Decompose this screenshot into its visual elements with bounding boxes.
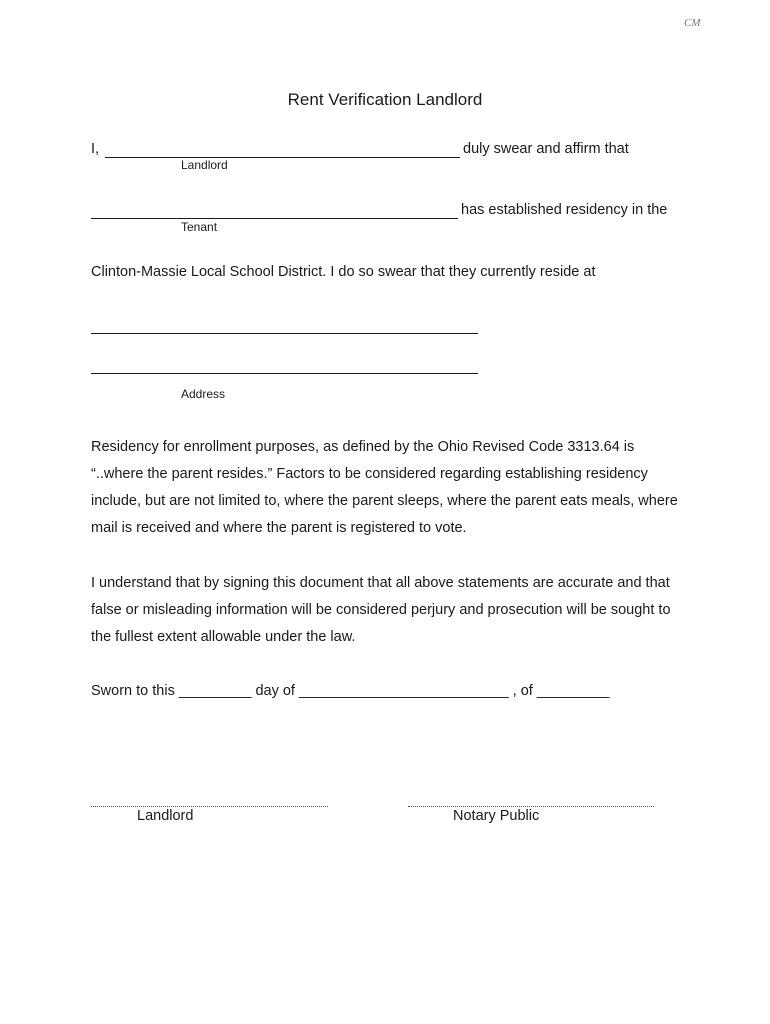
understanding-line: I understand that by signing this document that all above statements are accurate and that [91, 575, 670, 591]
sworn-date-line[interactable]: Sworn to this _________ day of __________________________ , of _________ [91, 683, 610, 699]
understanding-line: the fullest extent allowable under the law. [91, 629, 356, 645]
tenant-name-blank[interactable] [91, 218, 458, 219]
residency-line: mail is received and where the parent is registered to vote. [91, 520, 467, 536]
landlord-signature-label: Landlord [137, 808, 194, 824]
landlord-signature-line[interactable] [91, 806, 328, 807]
notary-signature-label: Notary Public [453, 808, 540, 824]
residency-line: Residency for enrollment purposes, as defined by the Ohio Revised Code 3313.64 is [91, 439, 635, 455]
district-sentence: Clinton-Massie Local School District. I do so swear that they currently reside at [91, 264, 596, 280]
understanding-paragraph [91, 570, 691, 651]
address-line-2-blank[interactable] [91, 373, 478, 374]
landlord-field-label: Landlord [181, 158, 228, 172]
address-field-label: Address [181, 387, 226, 401]
document-title: Rent Verification Landlord [287, 90, 483, 109]
understanding-line: false or misleading information will be considered perjury and prosecution will be sought to [91, 602, 671, 618]
tenant-field-label: Tenant [181, 220, 218, 234]
residency-line: include, but are not limited to, where the parent sleeps, where the parent eats meals, where [91, 493, 678, 509]
residency-line: “..where the parent resides.” Factors to be considered regarding establishing residency [91, 466, 648, 482]
landlord-line-prefix: I, [91, 141, 100, 157]
address-line-1-blank[interactable] [91, 333, 478, 334]
corner-mark: CM [684, 17, 701, 29]
landlord-name-blank[interactable] [105, 157, 460, 158]
landlord-line-suffix: duly swear and affirm that [463, 141, 629, 157]
residency-paragraph [91, 434, 691, 542]
tenant-line-suffix: has established residency in the [461, 202, 668, 218]
notary-signature-line[interactable] [408, 806, 654, 807]
